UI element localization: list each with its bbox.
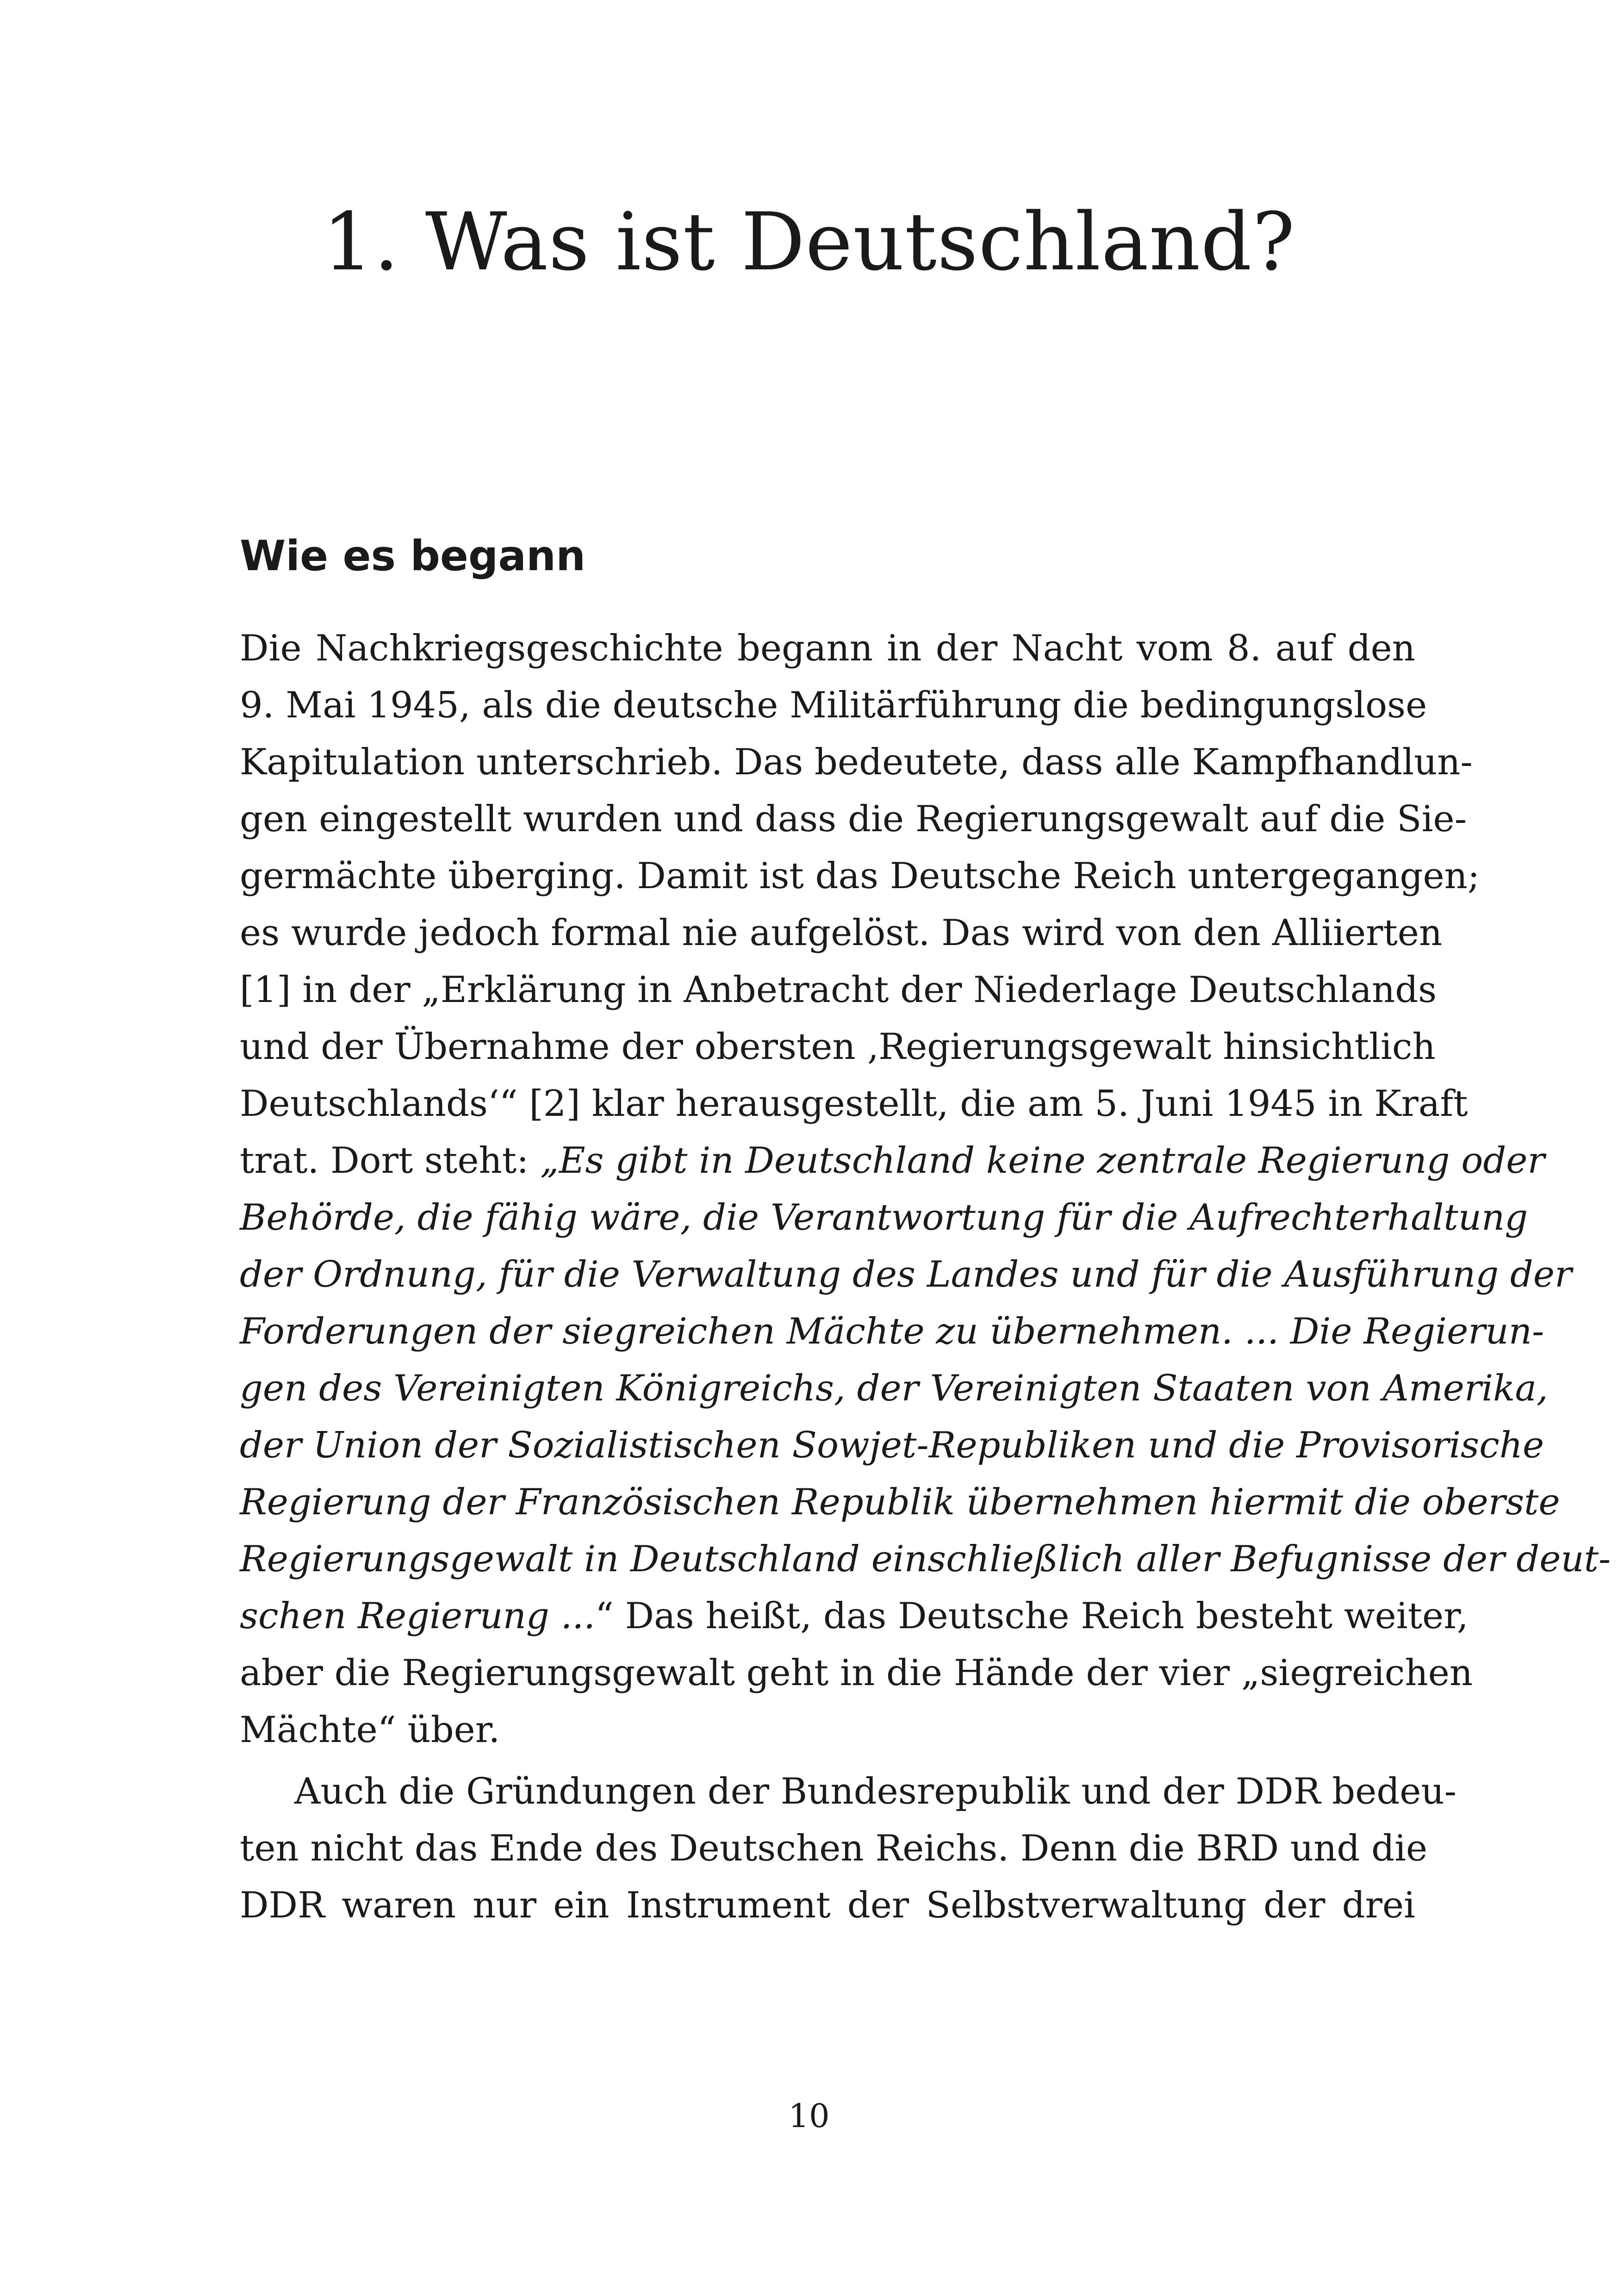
text-line xyxy=(240,1702,1415,1759)
text-segment: ten nicht das Ende des Deutschen Reichs. Denn die BRD und die xyxy=(240,1828,1428,1869)
text-segment: [1] in der „Erklärung in Anbetracht der Niederlage Deutschlands xyxy=(240,969,1437,1011)
text-segment: gen eingestellt wurden und dass die Regierungsgewalt auf die Sie- xyxy=(240,798,1467,840)
text-segment: trat. Dort steht: xyxy=(240,1140,541,1182)
text-line xyxy=(240,1820,1428,1877)
quoted-text: Behörde, die fähig wäre, die Verantwortung für die Aufrechterhaltung xyxy=(240,1197,1528,1238)
text-segment: Mächte“ über. xyxy=(240,1709,500,1751)
text-line xyxy=(240,1132,1545,1189)
text-segment: Deutschlands‘“ [2] klar herausgestellt, die am 5. Juni 1945 in Kraft xyxy=(240,1083,1468,1125)
quoted-text: Regierung der Französischen Republik übernehmen hiermit die oberste xyxy=(240,1481,1560,1523)
text-line xyxy=(240,677,1427,734)
text-line xyxy=(240,1877,1415,1934)
text-line xyxy=(240,1076,1468,1132)
quoted-text: der Union der Sozialistischen Sowjet-Republiken und die Provisorische xyxy=(240,1425,1544,1466)
text-line xyxy=(240,1531,1611,1588)
paragraph-gap xyxy=(240,1759,1415,1763)
text-line xyxy=(240,962,1437,1019)
text-line xyxy=(240,791,1467,848)
text-line xyxy=(240,1588,1469,1645)
body-text xyxy=(240,620,1611,1934)
text-line xyxy=(240,1189,1528,1246)
text-line xyxy=(240,848,1480,905)
text-segment: Die Nachkriegsgeschichte begann in der Nacht vom 8. auf den xyxy=(240,628,1415,669)
text-line xyxy=(240,620,1415,677)
text-segment: aber die Regierungsgewalt geht in die Hände der vier „siegreichen xyxy=(240,1652,1473,1694)
text-line xyxy=(240,1360,1548,1417)
text-line xyxy=(240,1474,1560,1531)
text-line xyxy=(240,1417,1544,1474)
text-segment: es wurde jedoch formal nie aufgelöst. Das wird von den Alliierten xyxy=(240,912,1443,954)
paragraph xyxy=(240,1763,1457,1934)
text-segment: DDR waren nur ein Instrument der Selbstverwaltung der drei xyxy=(240,1885,1415,1926)
section-heading: Wie es begann xyxy=(240,532,586,580)
quoted-text: Regierungsgewalt in Deutschland einschließlich aller Befugnisse der deut- xyxy=(240,1538,1611,1580)
text-segment: Auch die Gründungen der Bundesrepublik und der DDR bedeu- xyxy=(294,1771,1457,1812)
quoted-text: schen Regierung ... xyxy=(240,1595,595,1637)
page-number: 10 xyxy=(788,2097,830,2135)
chapter-title: 1. Was ist Deutschland? xyxy=(323,195,1295,288)
text-segment: 9. Mai 1945, als die deutsche Militärführung die bedingungslose xyxy=(240,684,1427,726)
text-segment: Kapitulation unterschrieb. Das bedeutete, dass alle Kampfhandlun- xyxy=(240,741,1473,783)
text-line xyxy=(240,1303,1544,1360)
text-line xyxy=(240,905,1443,962)
text-segment: “ Das heißt, das Deutsche Reich besteht weiter, xyxy=(595,1595,1469,1637)
text-line xyxy=(240,1645,1473,1702)
text-line xyxy=(240,1763,1457,1820)
paragraph xyxy=(240,620,1611,1759)
text-segment: und der Übernahme der obersten ‚Regierungsgewalt hinsichtlich xyxy=(240,1026,1436,1068)
quoted-text: Forderungen der siegreichen Mächte zu übernehmen. ... Die Regierun- xyxy=(240,1311,1544,1352)
quoted-text: gen des Vereinigten Königreichs, der Vereinigten Staaten von Amerika, xyxy=(240,1368,1548,1409)
text-line xyxy=(240,734,1473,791)
quoted-text: „Es gibt in Deutschland keine zentrale Regierung oder xyxy=(540,1140,1545,1182)
quoted-text: der Ordnung, für die Verwaltung des Landes und für die Ausführung der xyxy=(240,1254,1572,1295)
text-line xyxy=(240,1246,1572,1303)
text-segment: germächte überging. Damit ist das Deutsche Reich untergegangen; xyxy=(240,855,1480,897)
text-line xyxy=(240,1019,1436,1076)
